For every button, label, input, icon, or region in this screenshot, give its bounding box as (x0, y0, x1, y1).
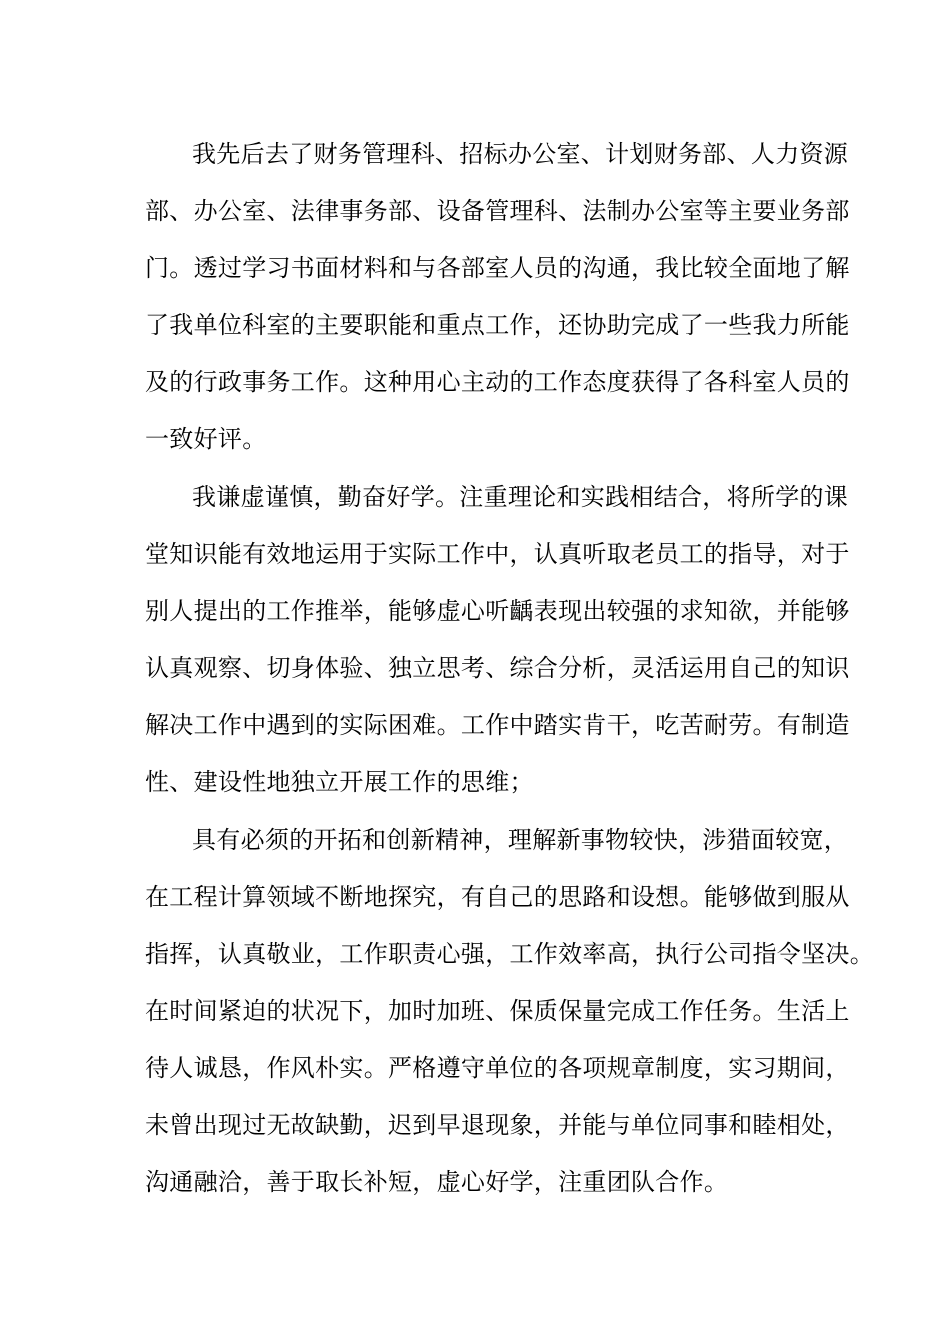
paragraph-2-line-1: 我谦虚谨慎，勤奋好学。注重理论和实践相结合，将所学的课 (192, 483, 849, 511)
paragraph-2-line-6: 性、建设性地独立开展工作的思维； (145, 768, 534, 796)
paragraph-1-line-2: 部、办公室、法律事务部、设备管理科、法制办公室等主要业务部 (145, 197, 850, 225)
paragraph-3-line-2: 在工程计算领域不断地探究，有自己的思路和设想。能够做到服从 (145, 883, 850, 911)
paragraph-3-line-5: 待人诚恳，作风朴实。严格遵守单位的各项规章制度，实习期间， (145, 1054, 850, 1082)
paragraph-3-line-6: 未曾出现过无故缺勤，迟到早退现象，并能与单位同事和睦相处， (145, 1111, 850, 1139)
paragraph-2-line-3: 别人提出的工作推举，能够虚心听齲表现出较强的求知欲，并能够 (145, 597, 850, 625)
paragraph-2-line-4: 认真观察、切身体验、独立思考、综合分析，灵活运用自己的知识 (145, 654, 850, 682)
paragraph-3-line-1: 具有必须的开拓和创新精神，理解新事物较快，涉猎面较宽， (192, 826, 849, 854)
paragraph-1-line-4: 了我单位科室的主要职能和重点工作，还协助完成了一些我力所能 (145, 311, 850, 339)
paragraph-1-line-1: 我先后去了财务管理科、招标办公室、计划财务部、人力资源 (192, 140, 849, 168)
paragraph-1-line-3: 门。透过学习书面材料和与各部室人员的沟通，我比较全面地了解 (145, 254, 850, 282)
paragraph-1-line-5: 及的行政事务工作。这种用心主动的工作态度获得了各科室人员的 (145, 368, 850, 396)
paragraph-3-line-4: 在时间紧迫的状况下，加时加班、保质保量完成工作任务。生活上 (145, 997, 850, 1025)
paragraph-3-line-7: 沟通融洽，善于取长补短，虚心好学，注重团队合作。 (145, 1168, 729, 1196)
paragraph-3-line-3: 指挥，认真敬业，工作职责心强，工作效率高，执行公司指令坚决。 (145, 940, 874, 968)
paragraph-1-line-6: 一致好评。 (145, 425, 267, 453)
paragraph-2-line-5: 解决工作中遇到的实际困难。工作中踏实肯干，吃苦耐劳。有制造 (145, 711, 850, 739)
paragraph-2-line-2: 堂知识能有效地运用于实际工作中，认真听取老员工的指导，对于 (145, 540, 850, 568)
